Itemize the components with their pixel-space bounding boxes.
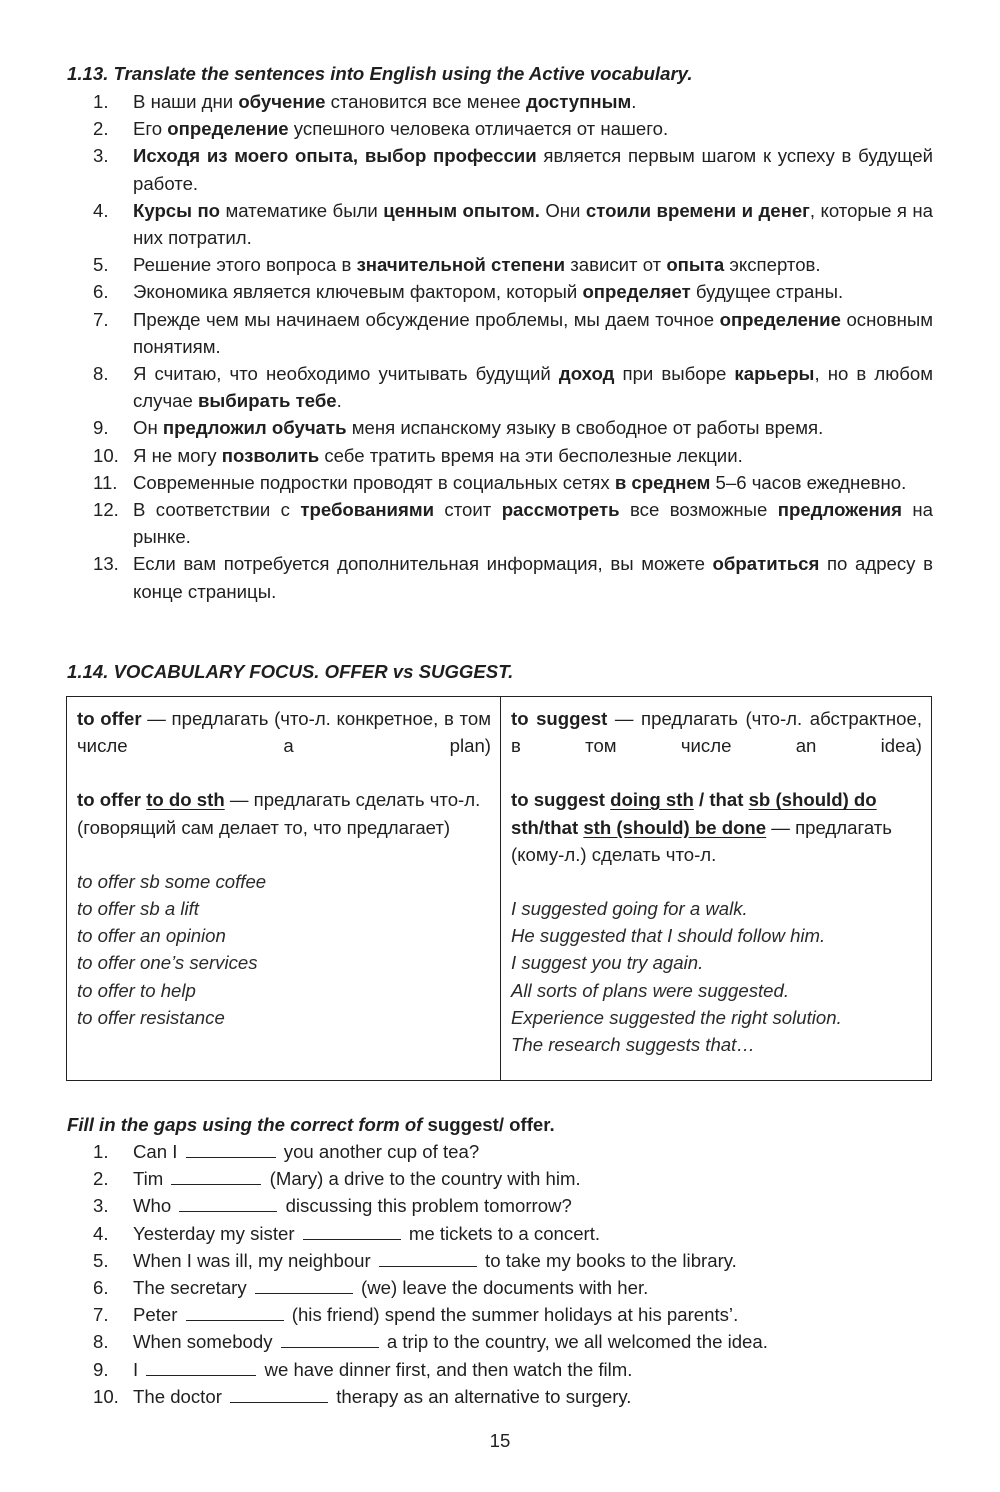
suggest-definition-text: — предлагать (что-л. абстрактное, в том числе an idea) [511,708,922,757]
translation-item [93,88,933,115]
section-1-13-heading: 1.13. Translate the sentences into English using the Active vocabulary. [67,63,693,84]
gap-sentence: I we have dinner first, and then watch the film. [133,1358,633,1380]
offer-example: to offer sb some coffee [77,870,267,892]
answer-blank[interactable] [179,1193,277,1212]
offer-example: to offer sb a lift [77,898,199,920]
suggest-definition [511,705,922,759]
gap-sentence: The secretary (we) leave the documents with her. [133,1277,649,1299]
translation-item [93,306,933,360]
translation-item [93,142,933,196]
gap-sentence: When somebody a trip to the country, we all welcomed the idea. [133,1331,768,1353]
suggest-column [501,697,931,1080]
suggest-pattern-f: sth (should) be done [583,816,767,838]
answer-blank[interactable] [230,1384,328,1403]
page-number: 15 [489,1430,511,1451]
offer-pattern-underlined: to do sth [146,789,225,811]
offer-definition [77,705,491,759]
offer-example: to offer one’s services [77,952,258,974]
gap-item [93,1138,933,1165]
item-number: 11. [93,471,118,493]
translation-item [93,414,933,441]
item-number: 2. [93,1168,109,1190]
item-number: 10. [93,1385,119,1407]
gap-item [93,1301,933,1328]
offer-example: to offer an opinion [77,925,226,947]
offer-pattern [77,786,491,840]
answer-blank[interactable] [379,1248,477,1267]
suggest-example: I suggested going for a walk. [511,898,748,920]
answer-blank[interactable] [281,1329,379,1348]
offer-example: to offer resistance [77,1006,225,1028]
suggest-pattern-e: sth/that [511,816,584,838]
item-number: 6. [93,281,109,303]
suggest-pattern-text: — предлагать (кому-л.) сделать что-л. [511,816,892,865]
gap-sentence: Tim (Mary) a drive to the country with him. [133,1168,581,1190]
item-number: 2. [93,118,109,140]
suggest-pattern [511,786,922,868]
item-text: Он предложил обучать меня испанскому языку в свободное от работы время. [133,417,824,439]
item-number: 8. [93,1331,109,1353]
item-number: 5. [93,1249,109,1271]
suggest-examples [511,895,922,1058]
answer-blank[interactable] [255,1275,353,1294]
item-text: В соответствии с требованиями стоит рассмотреть все возможные предложения на рынке. [133,499,933,548]
offer-column [67,697,501,1080]
gap-sentence: Yesterday my sister me tickets to a concert. [133,1222,601,1244]
offer-term: to offer [77,708,142,729]
item-number: 1. [93,91,109,112]
item-number: 3. [93,145,109,167]
gap-sentence: Can I you another cup of tea? [133,1141,480,1162]
item-text: Прежде чем мы начинаем обсуждение проблемы, мы даем точное определение основным понятиям. [133,308,933,357]
translation-item [93,115,933,142]
gap-sentence: Who discussing this problem tomorrow? [133,1195,572,1217]
offer-example: to offer to help [77,979,196,1001]
vocabulary-table [66,696,932,1081]
item-text: В наши дни обучение становится все менее доступным. [133,91,637,112]
section-1-14-heading: 1.14. VOCABULARY FOCUS. OFFER vs SUGGEST. [67,661,514,682]
translation-item [93,442,933,469]
suggest-example: He suggested that I should follow him. [511,925,826,947]
gap-item [93,1356,933,1383]
answer-blank[interactable] [303,1221,401,1240]
item-number: 1. [93,1141,109,1162]
fill-gaps-heading-words: suggest/ offer. [427,1114,555,1135]
offer-pattern-term: to offer [77,789,147,811]
fill-gaps-list [93,1138,933,1410]
translation-item [93,360,933,414]
gap-item [93,1192,933,1219]
suggest-example: Experience suggested the right solution. [511,1006,842,1028]
item-number: 12. [93,499,119,521]
suggest-example: The research suggests that… [511,1034,755,1056]
gap-sentence: When I was ill, my neighbour to take my books to the library. [133,1249,737,1271]
item-number: 8. [93,363,109,385]
suggest-term: to suggest [511,708,608,729]
item-text: Я считаю, что необходимо учитывать будущий доход при выборе карьеры, но в любом случае выбирать тебе. [133,363,933,412]
fill-gaps-heading-italic: Fill in the gaps using the correct form of [67,1114,428,1135]
answer-blank[interactable] [146,1357,256,1376]
suggest-pattern-b: doing sth [610,789,694,811]
translation-item [93,496,933,550]
item-number: 3. [93,1195,109,1217]
offer-examples [77,868,491,1031]
item-text: Курсы по математике были ценным опытом. Они стоили времени и денег, которые я на них потратил. [133,199,934,249]
translation-item [93,550,933,604]
item-text: Современные подростки проводят в социальных сетях в среднем 5–6 часов ежедневно. [133,471,907,493]
offer-pattern-text: — предлагать сделать что-л. (говорящий сам делает то, что предлагает) [77,789,481,838]
suggest-pattern-d: sb (should) do [748,789,877,811]
item-number: 7. [93,1304,109,1326]
gap-item [93,1383,933,1410]
suggest-pattern-a: to suggest [511,789,611,811]
item-number: 4. [93,199,109,221]
item-text: Я не могу позволить себе тратить время на эти бесполезные лекции. [133,444,743,466]
gap-item [93,1165,933,1192]
offer-definition-text: — предлагать (что-л. конкретное, в том числе a plan) [77,708,491,757]
translation-item [93,278,933,305]
translation-item [93,469,933,496]
item-number: 4. [93,1222,109,1244]
gap-sentence: The doctor therapy as an alternative to surgery. [133,1385,632,1407]
gap-item [93,1274,933,1301]
gap-item [93,1220,933,1247]
item-number: 9. [93,417,109,439]
item-text: Экономика является ключевым фактором, который определяет будущее страны. [133,281,844,303]
gap-item [93,1328,933,1355]
answer-blank[interactable] [186,1139,276,1158]
fill-gaps-heading [67,1111,555,1138]
translation-item [93,197,933,251]
answer-blank[interactable] [186,1302,284,1321]
answer-blank[interactable] [171,1166,261,1185]
item-text: Если вам потребуется дополнительная информация, вы можете обратиться по адресу в конце страницы. [133,553,933,602]
item-number: 6. [93,1277,109,1299]
item-number: 13. [93,553,119,575]
gap-item [93,1247,933,1274]
item-text: Его определение успешного человека отличается от нашего. [133,118,669,140]
item-number: 7. [93,308,109,330]
gap-sentence: Peter (his friend) spend the summer holidays at his parents’. [133,1304,739,1326]
item-text: Исходя из моего опыта, выбор профессии является первым шагом к успеху в будущей работе. [133,145,933,194]
item-number: 5. [93,254,109,276]
suggest-example: All sorts of plans were suggested. [511,979,790,1001]
suggest-example: I suggest you try again. [511,952,704,974]
item-text: Решение этого вопроса в значительной степени зависит от опыта экспертов. [133,254,821,276]
suggest-pattern-c: / that [693,789,749,811]
translation-item [93,251,933,278]
translation-list [93,88,933,605]
item-number: 10. [93,444,119,466]
item-number: 9. [93,1358,109,1380]
